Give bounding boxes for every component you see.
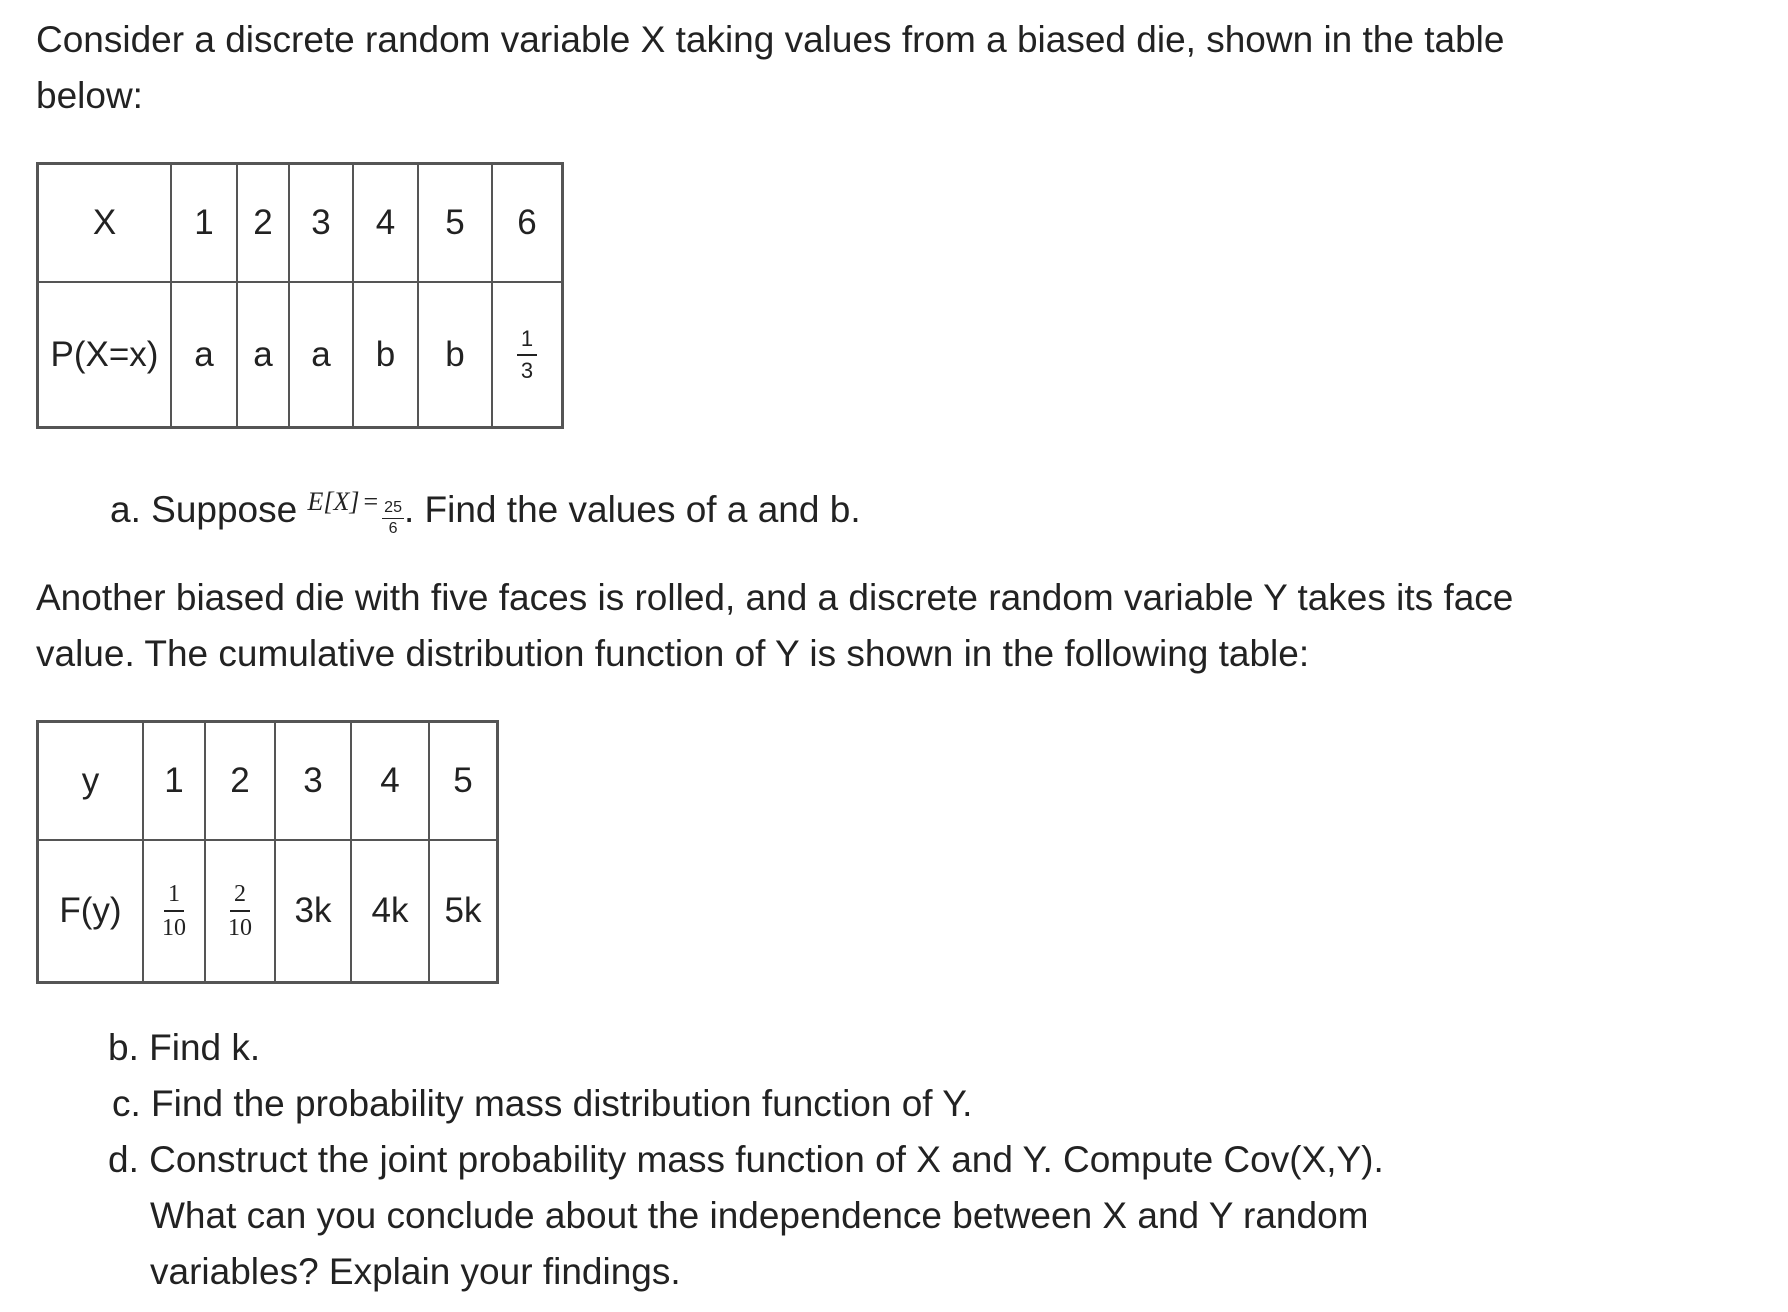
fraction-numerator: 1 — [517, 328, 537, 356]
px-header-cell: P(X=x) — [38, 282, 172, 428]
y-value-cell: 1 — [143, 722, 205, 841]
x-value-cell: 2 — [237, 164, 289, 283]
prob-cell: b — [418, 282, 492, 428]
question-a — [110, 474, 861, 538]
cdf-cell: 3k — [275, 840, 351, 983]
x-value-cell: 5 — [418, 164, 492, 283]
question-c: c. Find the probability mass distribution function of Y. — [112, 1083, 973, 1124]
prob-cell: b — [353, 282, 418, 428]
x-value-cell: 6 — [492, 164, 563, 283]
question-d-line2: What can you conclude about the independence between X and Y random — [150, 1195, 1369, 1236]
y-value-cell: 3 — [275, 722, 351, 841]
x-header-cell: X — [38, 164, 172, 283]
fraction-numerator: 25 — [382, 500, 404, 519]
question-a-suffix: . Find the values of a and b. — [403, 489, 861, 530]
intro2-paragraph: Another biased die with five faces is rolled, and a discrete random variable Y takes its face value. The cumulative distribution function of Y is shown in the following table: — [36, 577, 1514, 674]
fraction-denominator: 10 — [228, 915, 252, 941]
cdf-cell-fraction — [205, 840, 275, 983]
fraction-numerator: 2 — [230, 882, 250, 912]
fraction-denominator: 3 — [520, 357, 534, 383]
y-cdf-table — [36, 720, 499, 984]
fraction-denominator: 6 — [388, 520, 398, 537]
prob-cell: a — [289, 282, 353, 428]
x-value-cell: 1 — [171, 164, 237, 283]
table-row — [38, 164, 563, 283]
prob-cell: a — [171, 282, 237, 428]
intro-paragraph: Consider a discrete random variable X taking values from a biased die, shown in the table below: — [36, 19, 1505, 116]
fraction-numerator: 1 — [164, 882, 184, 912]
fraction — [158, 882, 190, 940]
table-row — [38, 282, 563, 428]
y-value-cell: 4 — [351, 722, 429, 841]
fraction — [224, 882, 256, 940]
cdf-cell-fraction — [143, 840, 205, 983]
x-distribution-table — [36, 162, 564, 429]
x-value-cell: 3 — [289, 164, 353, 283]
y-header-cell: y — [38, 722, 144, 841]
prob-cell: a — [237, 282, 289, 428]
table-row — [38, 840, 498, 983]
cdf-cell: 5k — [429, 840, 498, 983]
question-b: b. Find k. — [108, 1027, 261, 1068]
fraction-denominator: 10 — [162, 915, 186, 941]
expectation-fraction — [382, 500, 404, 537]
y-value-cell: 2 — [205, 722, 275, 841]
equals-sign: = — [363, 487, 379, 516]
prob-cell-fraction — [492, 282, 563, 428]
x-value-cell: 4 — [353, 164, 418, 283]
question-d-line1: d. Construct the joint probability mass function of X and Y. Compute Cov(X,Y). — [108, 1139, 1384, 1180]
question-d-line3: variables? Explain your findings. — [150, 1251, 681, 1292]
question-a-prefix: a. Suppose — [110, 489, 298, 530]
cdf-cell: 4k — [351, 840, 429, 983]
expectation-expression: E[X] — [307, 487, 360, 516]
table-row — [38, 722, 498, 841]
fraction — [517, 325, 537, 383]
y-value-cell: 5 — [429, 722, 498, 841]
fy-header-cell: F(y) — [38, 840, 144, 983]
